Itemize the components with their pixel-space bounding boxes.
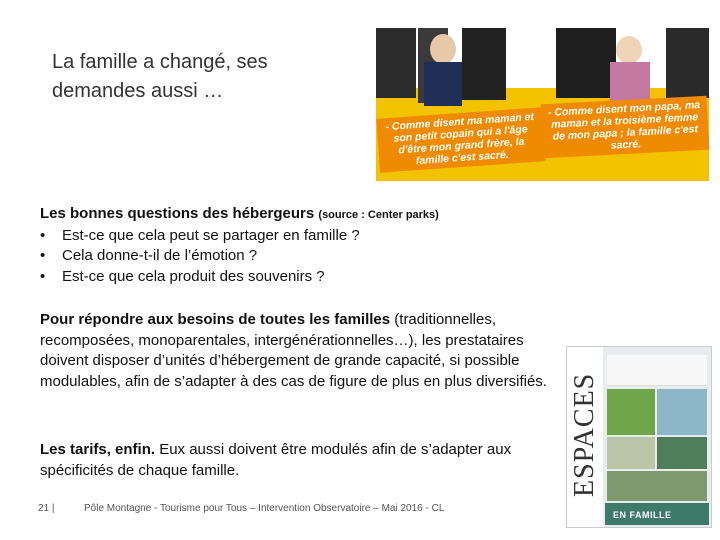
ad-figure-adult (556, 28, 616, 98)
needs-body: (traditionnelles, recomposées, monoparentales, intergénérationnelles…), les prestataires doivent disposer d’unités d’hébergement de grande capacité, si possible modulables, afin de s’adapter à des cas de figure de plus en plus diversifiés. (40, 311, 547, 390)
footer-text: Pôle Montagne - Tourisme pour Tous – Intervention Observatoire – Mai 2016 - CL (84, 503, 445, 514)
magazine-bottom-band (605, 503, 709, 525)
magazine-cover (566, 346, 712, 528)
tariffs-paragraph (40, 440, 560, 481)
family-ad-photo (376, 28, 709, 181)
magazine-photo (607, 389, 655, 435)
ad-figure-adult (462, 28, 506, 100)
questions-source: (source : Center parks) (318, 209, 439, 221)
list-item: • Cela donne-t-il de l’émotion ? (40, 246, 560, 267)
slide-title-line-2: demandes aussi … (52, 80, 224, 102)
bullet-icon: • (40, 267, 46, 285)
magazine-cover-text: EN FAMILLE (613, 510, 672, 520)
page-number: 21 | (38, 503, 55, 514)
slide-title-line-1: La famille a changé, ses (52, 51, 268, 73)
bullet-icon: • (40, 247, 46, 264)
ad-figure-child-head (616, 36, 642, 64)
needs-bold-lead: Pour répondre aux besoins de toutes les familles (40, 311, 391, 328)
questions-heading: Les bonnes questions des hébergeurs (40, 205, 315, 222)
tariffs-body: Eux aussi doivent être modulés afin de s’adapter aux spécificités de chaque famille. (40, 441, 512, 479)
questions-section (40, 204, 560, 287)
magazine-spine (567, 347, 603, 527)
bullet-icon: • (40, 226, 46, 244)
ad-figure-adult (376, 28, 416, 98)
magazine-photo (607, 437, 655, 469)
tariffs-bold-lead: Les tarifs, enfin. (40, 441, 156, 458)
list-item: • Est-ce que cela produit des souvenirs ? (40, 267, 560, 288)
list-item: • Est-ce que cela peut se partager en famille ? (40, 226, 560, 247)
magazine-photo (607, 471, 707, 501)
magazine-brand: ESPACES (569, 372, 600, 497)
ad-figure-child-body (424, 62, 462, 106)
needs-paragraph (40, 310, 560, 392)
magazine-photo (657, 389, 707, 435)
ad-caption-right: - Comme disent mon papa, ma maman et la troisième femme de mon papa ; la famille c'est sacré. (541, 96, 710, 159)
questions-list (40, 226, 560, 288)
ad-figure-adult (666, 28, 709, 98)
slide-footer (38, 503, 444, 514)
magazine-photo (657, 437, 707, 469)
ad-figure-child-head (430, 34, 456, 64)
ad-caption-left: - Comme disent ma maman et son petit copain qui a l'âge d'être mon grand frère, la famille c'est sacré. (376, 107, 545, 172)
magazine-photo (607, 355, 707, 386)
slide-title (52, 48, 352, 106)
